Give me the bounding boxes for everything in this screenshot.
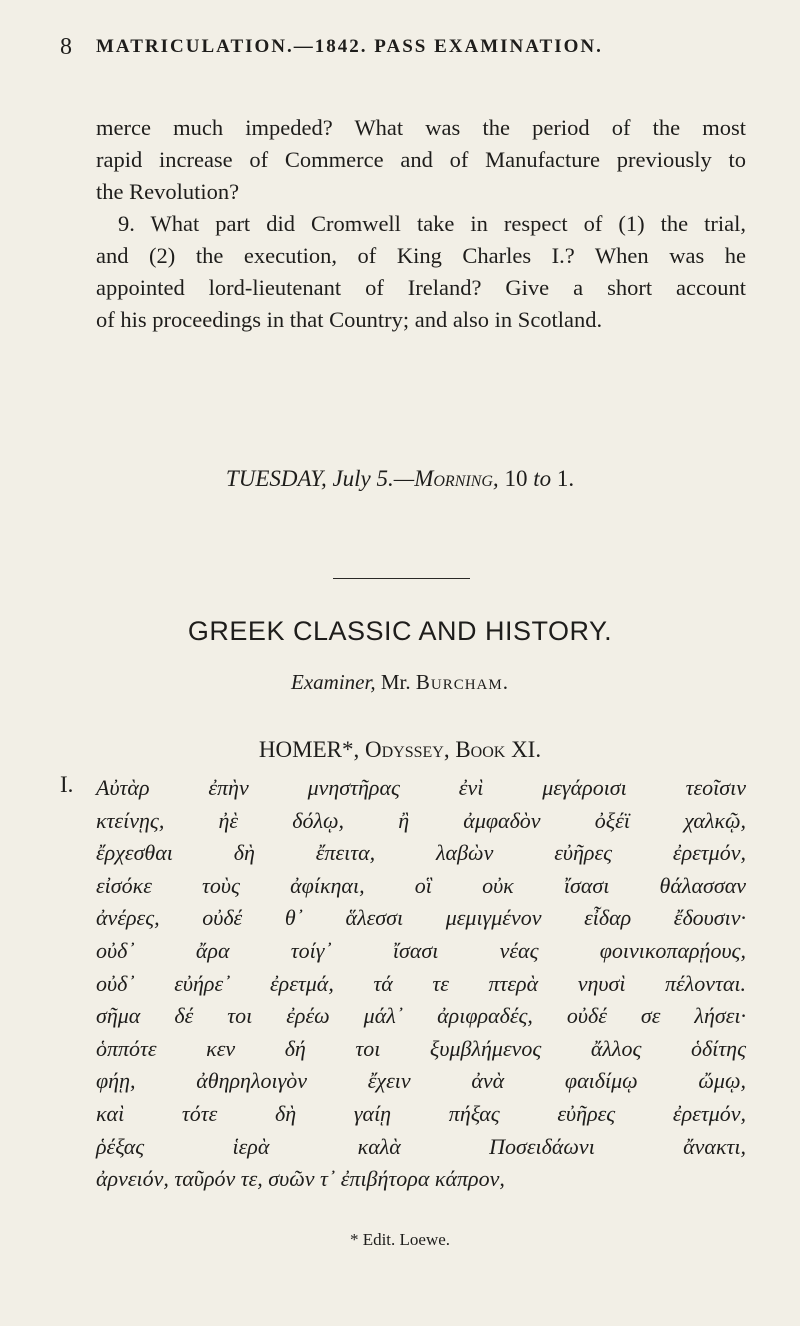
greek-line: ὁππότε κεν δή τοι ξυμβλήμενος ἄλλος ὁδίτης xyxy=(96,1035,746,1061)
greek-line: εἰσόκε τοὺς ἀφίκηαι, οἳ οὐκ ἴσασι θάλασσαν xyxy=(96,872,746,898)
question-9 xyxy=(96,208,746,336)
session-to: to xyxy=(533,466,552,491)
section-title: GREEK CLASSIC AND HISTORY. xyxy=(187,616,613,646)
running-head xyxy=(0,34,800,64)
session-day: TUESDAY, xyxy=(225,466,327,491)
greek-line: κτείνῃς, ἠὲ δόλῳ, ἢ ἀμφαδὸν ὀξέϊ χαλκῷ, xyxy=(96,807,746,833)
question-8-continuation xyxy=(96,112,746,208)
text-line: of his proceedings in that Country; and also in Scotland. xyxy=(96,307,603,332)
session-name: Morning, xyxy=(414,466,499,491)
greek-line: οὐδ᾽ εὐήρε᾽ ἐρετμά, τά τε πτερὰ νηυσὶ πέλονται. xyxy=(96,970,746,996)
text-line: the Revolution? xyxy=(96,179,240,204)
text-line: and (2) the execution, of King Charles I.? When was he xyxy=(96,243,746,268)
greek-passage xyxy=(96,772,746,1196)
greek-line: καὶ τότε δὴ γαίῃ πήξας εὐῆρες ἐρετμόν, xyxy=(96,1100,746,1126)
work-author: HOMER*, xyxy=(258,737,360,762)
session-date: July 5.— xyxy=(332,466,415,491)
work-title: Odyssey, Book XI. xyxy=(364,737,542,762)
greek-line: ἀρνειόν, ταῦρόν τε, συῶν τ᾽ ἐπιβήτορα κάπρον, xyxy=(96,1166,505,1192)
text-line: merce much impeded? What was the period of the most xyxy=(96,115,746,140)
greek-line: ἔρχεσθαι δὴ ἔπειτα, λαβὼν εὐῆρες ἐρετμόν, xyxy=(96,840,746,866)
greek-line: φήῃ, ἀθηρηλοιγὸν ἔχειν ἀνὰ φαιδίμῳ ὤμῳ, xyxy=(96,1068,746,1094)
question-number: I. xyxy=(60,772,74,797)
session-heading xyxy=(0,466,800,492)
greek-line: ἀνέρες, οὐδέ θ᾽ ἅλεσσι μεμιγμένον εἶδαρ ἔδουσιν· xyxy=(96,905,746,931)
session-time-end: 1. xyxy=(556,466,575,491)
greek-line: οὐδ᾽ ἄρα τοίγ᾽ ἴσασι νέας φοινικοπαρῄους, xyxy=(96,937,746,963)
text-line: appointed lord-lieutenant of Ireland? Give a short account xyxy=(96,275,746,300)
greek-line: Αὐτὰρ ἐπὴν μνηστῆρας ἐνὶ μεγάροισι τεοῖσιν xyxy=(96,775,746,800)
section-divider xyxy=(333,578,470,579)
page-number: 8 xyxy=(60,34,72,60)
examiner-name: Burcham. xyxy=(415,670,509,694)
text-line: rapid increase of Commerce and of Manufacture previously to xyxy=(96,147,746,172)
examiner-line xyxy=(0,670,800,695)
examiner-label: Examiner, xyxy=(291,670,376,694)
running-title: MATRICULATION.—1842. PASS EXAMINATION. xyxy=(96,36,603,57)
text-line: 9. What part did Cromwell take in respect of (1) the trial, xyxy=(118,211,746,236)
footnote: * Edit. Loewe. xyxy=(349,1230,451,1249)
greek-line: σῆμα δέ τοι ἐρέω μάλ᾽ ἀριφραδές, οὐδέ σε λήσει· xyxy=(96,1003,746,1029)
examiner-title: Mr. xyxy=(380,670,411,694)
work-heading xyxy=(0,737,800,763)
greek-line: ῥέξας ἱερὰ καλὰ Ποσειδάωνι ἄνακτι, xyxy=(96,1133,746,1159)
session-time-start: 10 xyxy=(504,466,528,491)
